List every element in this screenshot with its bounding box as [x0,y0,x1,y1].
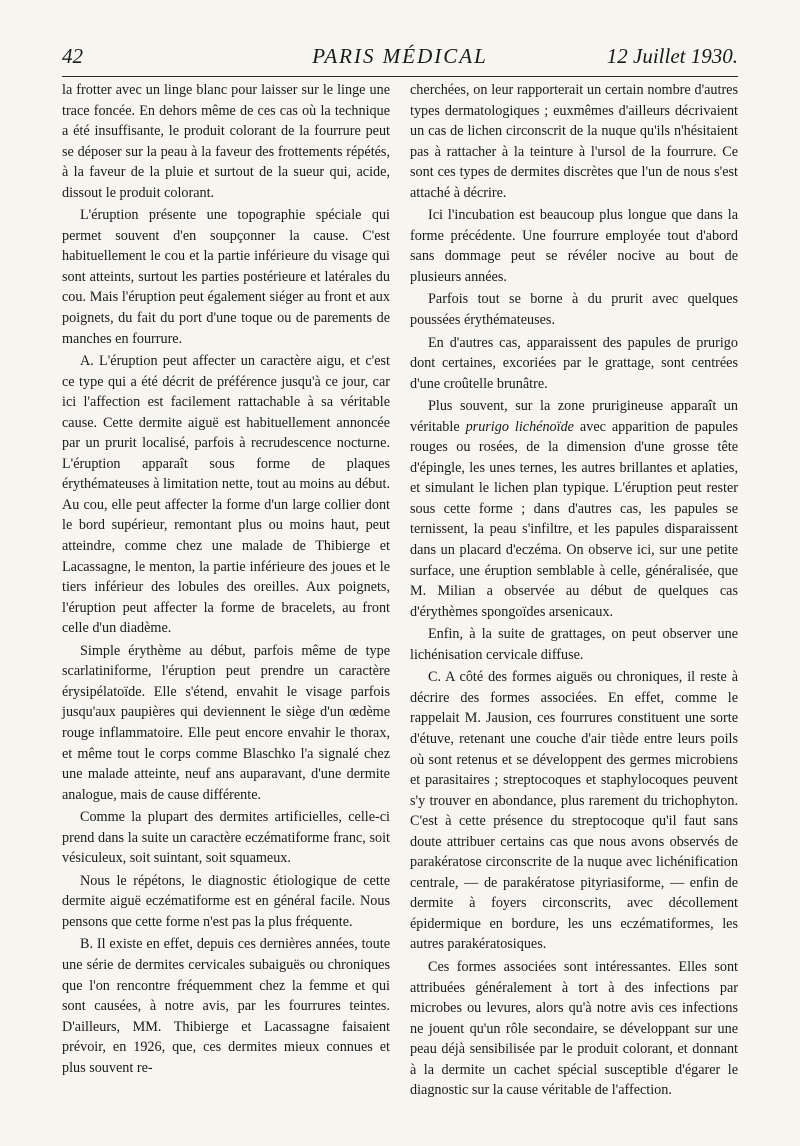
page-number: 42 [62,44,83,68]
paragraph-text: Plus souvent, sur la zone prurigineuse apparaît un véritable [410,398,738,435]
paragraph: Ici l'incubation est beaucoup plus longue que dans la forme précédente. Une fourrure employée tout d'abord sans dommage peut se révéler nocive au bout de plusieurs années. [410,207,738,285]
paragraph: L'éruption présente une topographie spéciale qui permet souvent d'en soupçonner la cause. C'est habituellement le cou et la partie inférieure du visage qui sont atteints, surtout les parties postérieure et latérales du cou. Mais l'éruption peut également siéger au front et aux poignets, du fait du port d'une toque ou de parements de manches en fourrure. [62,207,390,347]
paragraph: Nous le répétons, le diagnostic étiologique de cette dermite aiguë eczématiforme est en général facile. Nous pensons que cette forme n'est pas la plus fréquente. [62,872,390,930]
paragraph: Ces formes associées sont intéressantes. Elles sont attribuées généralement à tort à des infections par microbes ou levures, alors qu'à notre avis ces infections ne jouent qu'un rôle secondaire, se développant sur une peau déjà sensibilisée par le produit colorant, et donnant à la dermite un cachet spécial susceptible d'égarer le diagnostic sur la cause véritable de l'affection. [410,958,738,1099]
paragraph [410,396,738,622]
paragraph: la frotter avec un linge blanc pour laisser sur le linge une trace foncée. En dehors même de ces cas où la technique a été insuffisante, le produit colorant de la fourrure peut se déposer sur la peau à la faveur des frottements répétés, à la faveur de la pluie et surtout de la sueur qui, acide, dissout le produit colorant. [62,82,390,201]
running-header [62,42,738,77]
paragraph: C. A côté des formes aiguës ou chroniques, il reste à décrire des formes associées. En effet, comme le rappelait M. Jausion, ces fourrures constituent une sorte d'étuve, retenant une couche d'air tiède entre leurs poils où sont retenus et se développent des germes microbiens et parasitaires ; streptocoques et staphylocoques peuvent s'y trouver en abondance, plus rarement du trichophyton. C'est à cette présence du streptocoque qu'il faut sans doute attribuer certains cas que nous avons observés de parakératose circonscrite de la nuque avec lichénification centrale, — de parakératose pityriasiforme, — enfin de dermite à foyers circonscrits, avec décollement épidermique en bordure, les uns eczématiformes, les autres parakératosiques. [410,669,738,953]
paragraph: Comme la plupart des dermites artificielles, celle-ci prend dans la suite un caractère eczématiforme franc, soit vésiculeux, soit suintant, soit squameux. [62,809,390,867]
paragraph: B. Il existe en effet, depuis ces dernières années, toute une série de dermites cervicales subaiguës ou chroniques que l'on rencontre fréquemment chez la femme et qui sont causées, à notre avis, par les fourrures teintes. D'ailleurs, MM. Thibierge et Lacassagne faisaient prévoir, en 1926, que, ces dermites mieux connues et plus souvent re- [62,936,390,1076]
right-column [410,80,738,1101]
paragraph: A. L'éruption peut affecter un caractère aigu, et c'est ce type qui a été décrit de préférence jusqu'à ce jour, car ici l'affection est facilement rattachable à sa véritable cause. Cette dermite aiguë est habituellement annoncée par un prurit localisé, parfois à recrudescence nocturne. L'éruption apparaît sous forme de plaques érythémateuses à limitation nette, tout au moins au début. Au cou, elle peut affecter la forme d'un large collier dont le bord supérieur, remontant plus ou moins haut, peut atteindre, comme chez une malade de Thibierge et Lacassagne, le menton, la partie inférieure des joues et le tiers inférieur des lobules des oreilles. Aux poignets, l'éruption peut affecter la forme de bracelets, au front celle d'un diadème. [62,353,390,637]
journal-title: PARIS MÉDICAL [312,44,488,68]
italic-term: prurigo lichénoïde [465,418,574,435]
paragraph: cherchées, on leur rapporterait un certain nombre d'autres types dermatologiques ; euxmêmes d'ailleurs décrivaient un cas de lichen circonscrit de la nuque qu'ils n'hésitaient pas à rattacher à la teinture à l'ursol de la fourrure. Ce sont ces types de dermites discrètes que l'un de nous s'est attaché à décrire. [410,82,738,201]
issue-date: 12 Juillet 1930. [606,44,738,68]
paragraph-text: avec apparition de papules rouges ou rosées, de la dimension d'une grosse tête d'épingle, les unes ternes, les autres brillantes et aplaties, et simulant le lichen plan typique. L'éruption peut rester sous cette forme ; dans d'autres cas, les papules se ternissent, la peau s'infiltre, et les papules disparaissent dans un placard d'eczéma. On observe ici, sur une petite surface, une éruption semblable à celle, généralisée, que M. Milian a observée au début de quelques cas d'érythèmes spongoïdes arsenicaux. [410,418,738,620]
paragraph: En d'autres cas, apparaissent des papules de prurigo dont certaines, excoriées par le grattage, sont centrées d'une croûtelle brunâtre. [410,334,738,392]
left-column [62,80,390,1078]
paragraph: Parfois tout se borne à du prurit avec quelques poussées érythémateuses. [410,291,738,329]
paragraph: Enfin, à la suite de grattages, on peut observer une lichénisation cervicale diffuse. [410,626,738,663]
paragraph: Simple érythème au début, parfois même de type scarlatiniforme, l'éruption peut prendre un caractère érysipélatoïde. Elle s'étend, envahit le visage parfois jusqu'aux paupières qui deviennent le siège d'un œdème rouge inflammatoire. Elle peut encore envahir le thorax, et même tout le corps comme Blaschko l'a signalé chez une malade atteinte, neuf ans auparavant, d'une dermite analogue, mais de cause différente. [62,642,390,803]
